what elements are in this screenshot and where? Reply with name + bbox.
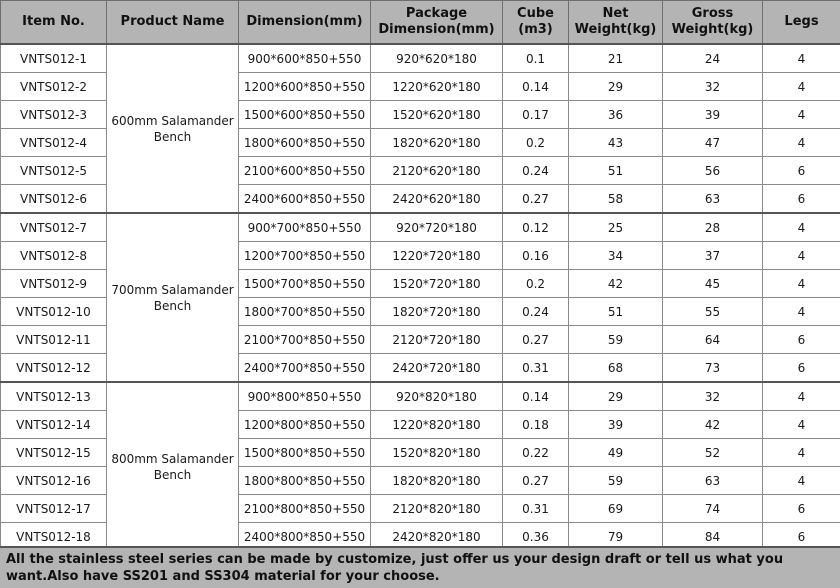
cell-net-weight: 21 [569,44,663,73]
cell-net-weight: 36 [569,101,663,129]
cell-cube: 0.2 [503,129,569,157]
cell-net-weight: 49 [569,439,663,467]
cell-gross-weight: 52 [663,439,763,467]
cell-gross-weight: 42 [663,411,763,439]
cell-legs: 4 [763,129,840,157]
cell-legs: 6 [763,523,840,551]
cell-dimension: 2400*600*850+550 [239,185,371,214]
cell-gross-weight: 24 [663,44,763,73]
header-item-no: Item No. [1,1,107,45]
cell-dimension: 2100*700*850+550 [239,326,371,354]
cell-net-weight: 79 [569,523,663,551]
cell-net-weight: 68 [569,354,663,383]
cell-legs: 4 [763,270,840,298]
cell-package-dimension: 1220*820*180 [371,411,503,439]
cell-dimension: 1800*800*850+550 [239,467,371,495]
product-group [1,213,840,382]
cell-gross-weight: 63 [663,185,763,214]
cell-package-dimension: 1220*620*180 [371,73,503,101]
cell-dimension: 1200*600*850+550 [239,73,371,101]
cell-package-dimension: 1520*720*180 [371,270,503,298]
cell-item-no: VNTS012-10 [1,298,107,326]
cell-item-no: VNTS012-6 [1,185,107,214]
cell-gross-weight: 55 [663,298,763,326]
cell-item-no: VNTS012-11 [1,326,107,354]
cell-package-dimension: 920*720*180 [371,213,503,242]
header-legs: Legs [763,1,840,45]
cell-package-dimension: 2420*620*180 [371,185,503,214]
cell-dimension: 900*700*850+550 [239,213,371,242]
cell-package-dimension: 1520*620*180 [371,101,503,129]
cell-dimension: 2400*700*850+550 [239,354,371,383]
cell-gross-weight: 32 [663,382,763,411]
cell-net-weight: 58 [569,185,663,214]
cell-package-dimension: 920*620*180 [371,44,503,73]
cell-dimension: 1800*600*850+550 [239,129,371,157]
cell-gross-weight: 28 [663,213,763,242]
product-group [1,382,840,551]
cell-item-no: VNTS012-5 [1,157,107,185]
cell-net-weight: 51 [569,157,663,185]
cell-dimension: 900*800*850+550 [239,382,371,411]
header-row [1,1,840,45]
cell-item-no: VNTS012-16 [1,467,107,495]
cell-gross-weight: 37 [663,242,763,270]
cell-gross-weight: 47 [663,129,763,157]
cell-legs: 4 [763,242,840,270]
header-package-dimension: Package Dimension(mm) [371,1,503,45]
cell-item-no: VNTS012-13 [1,382,107,411]
cell-dimension: 2100*600*850+550 [239,157,371,185]
cell-item-no: VNTS012-7 [1,213,107,242]
cell-item-no: VNTS012-3 [1,101,107,129]
cell-net-weight: 59 [569,467,663,495]
cell-cube: 0.24 [503,298,569,326]
cell-net-weight: 43 [569,129,663,157]
cell-package-dimension: 2420*720*180 [371,354,503,383]
cell-cube: 0.16 [503,242,569,270]
cell-package-dimension: 1520*820*180 [371,439,503,467]
cell-cube: 0.31 [503,495,569,523]
cell-legs: 4 [763,298,840,326]
cell-legs: 4 [763,44,840,73]
cell-dimension: 1500*800*850+550 [239,439,371,467]
cell-item-no: VNTS012-4 [1,129,107,157]
cell-package-dimension: 2420*820*180 [371,523,503,551]
header-cube: Cube (m3) [503,1,569,45]
header-gross-weight: Gross Weight(kg) [663,1,763,45]
cell-dimension: 1500*700*850+550 [239,270,371,298]
cell-cube: 0.17 [503,101,569,129]
cell-net-weight: 29 [569,73,663,101]
cell-cube: 0.36 [503,523,569,551]
cell-gross-weight: 63 [663,467,763,495]
cell-item-no: VNTS012-8 [1,242,107,270]
cell-item-no: VNTS012-9 [1,270,107,298]
cell-gross-weight: 56 [663,157,763,185]
cell-legs: 6 [763,185,840,214]
cell-legs: 4 [763,382,840,411]
cell-net-weight: 39 [569,411,663,439]
cell-gross-weight: 45 [663,270,763,298]
cell-gross-weight: 74 [663,495,763,523]
cell-gross-weight: 64 [663,326,763,354]
cell-product-name: 700mm Salamander Bench [107,213,239,382]
cell-package-dimension: 2120*720*180 [371,326,503,354]
cell-cube: 0.14 [503,382,569,411]
cell-net-weight: 69 [569,495,663,523]
cell-legs: 6 [763,354,840,383]
cell-package-dimension: 1820*620*180 [371,129,503,157]
cell-net-weight: 34 [569,242,663,270]
cell-package-dimension: 1220*720*180 [371,242,503,270]
table-row [1,382,840,411]
cell-dimension: 1200*800*850+550 [239,411,371,439]
cell-cube: 0.14 [503,73,569,101]
cell-cube: 0.2 [503,270,569,298]
cell-item-no: VNTS012-17 [1,495,107,523]
cell-cube: 0.24 [503,157,569,185]
cell-item-no: VNTS012-12 [1,354,107,383]
cell-dimension: 2400*800*850+550 [239,523,371,551]
cell-dimension: 1800*700*850+550 [239,298,371,326]
cell-gross-weight: 84 [663,523,763,551]
cell-net-weight: 25 [569,213,663,242]
cell-item-no: VNTS012-2 [1,73,107,101]
cell-product-name: 800mm Salamander Bench [107,382,239,551]
cell-gross-weight: 32 [663,73,763,101]
cell-item-no: VNTS012-18 [1,523,107,551]
cell-net-weight: 29 [569,382,663,411]
cell-legs: 6 [763,326,840,354]
cell-item-no: VNTS012-15 [1,439,107,467]
cell-legs: 6 [763,495,840,523]
cell-legs: 4 [763,101,840,129]
cell-item-no: VNTS012-14 [1,411,107,439]
cell-package-dimension: 920*820*180 [371,382,503,411]
cell-dimension: 1500*600*850+550 [239,101,371,129]
cell-legs: 4 [763,467,840,495]
product-group [1,44,840,213]
cell-legs: 4 [763,439,840,467]
cell-gross-weight: 73 [663,354,763,383]
customization-note: All the stainless steel series can be made by customize, just offer us your design draft or tell us what you want.Also have SS201 and SS304 material for your choose. [0,546,840,588]
cell-cube: 0.1 [503,44,569,73]
cell-item-no: VNTS012-1 [1,44,107,73]
cell-legs: 4 [763,411,840,439]
cell-dimension: 900*600*850+550 [239,44,371,73]
cell-cube: 0.31 [503,354,569,383]
cell-cube: 0.18 [503,411,569,439]
cell-legs: 4 [763,213,840,242]
cell-package-dimension: 2120*820*180 [371,495,503,523]
cell-cube: 0.27 [503,185,569,214]
header-dimension: Dimension(mm) [239,1,371,45]
cell-gross-weight: 39 [663,101,763,129]
cell-package-dimension: 1820*720*180 [371,298,503,326]
header-net-weight: Net Weight(kg) [569,1,663,45]
cell-net-weight: 42 [569,270,663,298]
cell-legs: 6 [763,157,840,185]
cell-product-name: 600mm Salamander Bench [107,44,239,213]
cell-cube: 0.27 [503,326,569,354]
cell-package-dimension: 1820*820*180 [371,467,503,495]
table-row [1,44,840,73]
header-product-name: Product Name [107,1,239,45]
cell-net-weight: 51 [569,298,663,326]
cell-net-weight: 59 [569,326,663,354]
cell-dimension: 2100*800*850+550 [239,495,371,523]
cell-package-dimension: 2120*620*180 [371,157,503,185]
table-row [1,213,840,242]
cell-cube: 0.12 [503,213,569,242]
cell-cube: 0.22 [503,439,569,467]
cell-legs: 4 [763,73,840,101]
cell-cube: 0.27 [503,467,569,495]
cell-dimension: 1200*700*850+550 [239,242,371,270]
